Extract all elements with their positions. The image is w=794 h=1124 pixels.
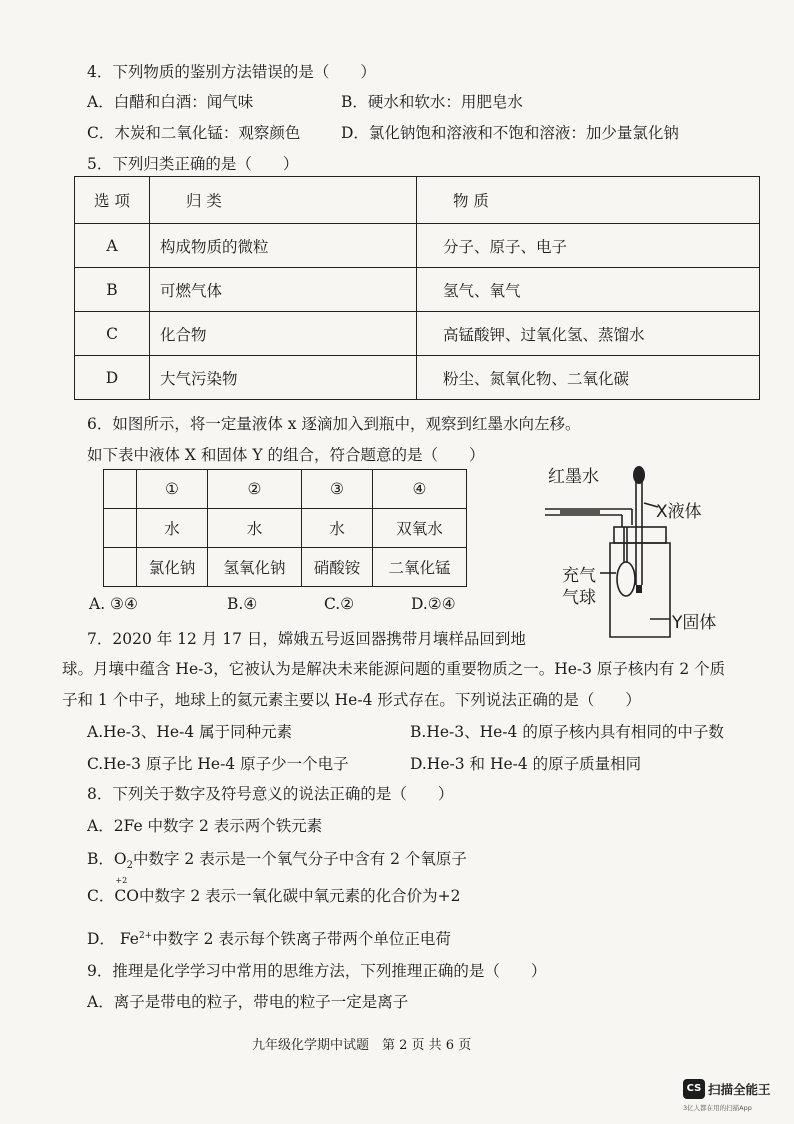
q7-option-b: B.He-3、He-4 的原子核内具有相同的中子数 bbox=[410, 723, 724, 741]
q7-line-3: 子和 1 个中子，地球上的氦元素主要以 He-4 形式存在。下列说法正确的是（ ） bbox=[62, 691, 641, 709]
label-balloon-1: 充气 bbox=[562, 566, 596, 586]
q7-option-c: C.He-3 原子比 He-4 原子少一个电子 bbox=[87, 755, 349, 773]
q6-line-2: 如下表中液体 X 和固体 Y 的组合，符合题意的是（ ） bbox=[87, 446, 485, 464]
q7-option-d: D.He-3 和 He-4 的原子质量相同 bbox=[410, 755, 642, 773]
q8-option-c-text: 中数字 2 表示一氧化碳中氧元素的化合价为+2 bbox=[138, 887, 461, 905]
q9-stem: 9．推理是化学学习中常用的思维方法，下列推理正确的是（ ） bbox=[87, 962, 547, 980]
table-cell: 水 bbox=[207, 509, 301, 548]
watermark-subtext: 3亿人都在用的扫描App bbox=[683, 1104, 752, 1112]
q6-option-d: D.②④ bbox=[411, 595, 456, 613]
q8-option-c-formula: CO bbox=[114, 887, 139, 905]
q8-option-c bbox=[87, 876, 461, 906]
q6-table bbox=[103, 469, 467, 587]
q8-option-d-text: 中数字 2 表示每个铁离子带两个单位正电荷 bbox=[152, 930, 451, 948]
camscanner-logo-icon: CS bbox=[683, 1079, 705, 1099]
q4-option-b: B．硬水和软水：用肥皂水 bbox=[341, 93, 523, 111]
dropper-tip bbox=[636, 585, 642, 593]
table-cell: 粉尘、氮氧化物、二氧化碳 bbox=[417, 356, 760, 400]
q4-option-c: C．木炭和二氧化锰：观察颜色 bbox=[87, 124, 301, 142]
table-header-cell: ④ bbox=[372, 470, 466, 509]
q9-option-a: A．离子是带电的粒子，带电的粒子一定是离子 bbox=[87, 993, 409, 1011]
table-header-row bbox=[75, 177, 760, 224]
table-cell: 高锰酸钾、过氧化氢、蒸馏水 bbox=[417, 312, 760, 356]
q4-option-a: A．白醋和白酒：闻气味 bbox=[87, 93, 254, 111]
balloon bbox=[617, 562, 635, 596]
table-cell: 氢氧化钠 bbox=[207, 548, 301, 587]
bottle-stopper bbox=[614, 527, 666, 543]
table-corner-cell bbox=[104, 470, 137, 509]
q7-line-2: 球。月壤中蕴含 He-3，它被认为是解决未来能源问题的重要物质之一。He-3 原子核内有 2 个质 bbox=[62, 660, 726, 678]
q8-option-d-superscript: 2+ bbox=[138, 930, 153, 941]
label-red-ink: 红墨水 bbox=[548, 467, 599, 487]
table-row bbox=[75, 224, 760, 268]
q6-option-c: C.② bbox=[324, 595, 355, 613]
table-row bbox=[75, 356, 760, 400]
q8-option-b-prefix: B．O bbox=[87, 850, 127, 868]
table-header-cell: ① bbox=[137, 470, 208, 509]
q5-table bbox=[74, 176, 760, 400]
table-cell: 构成物质的微粒 bbox=[150, 224, 417, 268]
q8-stem: 8．下列关于数字及符号意义的说法正确的是（ ） bbox=[87, 785, 454, 803]
table-row-label-cell bbox=[104, 548, 137, 587]
table-cell: 水 bbox=[137, 509, 208, 548]
table-header-cell: 归 类 bbox=[150, 177, 417, 224]
q8-option-d bbox=[87, 927, 451, 949]
q6-line-1: 6．如图所示，将一定量液体 x 逐滴加入到瓶中，观察到红墨水向左移。 bbox=[87, 415, 581, 433]
table-cell: A bbox=[75, 224, 150, 268]
table-cell: 氢气、氧气 bbox=[417, 268, 760, 312]
q8-option-d-prefix: D． Fe bbox=[87, 930, 139, 948]
q5-stem: 5．下列归类正确的是（ ） bbox=[87, 155, 299, 173]
watermark-brand: 扫描全能王 bbox=[708, 1082, 771, 1097]
table-row bbox=[75, 312, 760, 356]
q8-option-b-subscript: 2 bbox=[126, 860, 133, 872]
label-balloon-2: 气球 bbox=[562, 588, 596, 608]
q8-option-c-charge: +2 bbox=[115, 876, 128, 885]
table-cell: 硝酸铵 bbox=[301, 548, 372, 587]
table-cell: 双氧水 bbox=[372, 509, 466, 548]
q7-option-a: A.He-3、He-4 属于同种元素 bbox=[87, 723, 293, 741]
table-row bbox=[75, 268, 760, 312]
table-header-cell: 物 质 bbox=[417, 177, 760, 224]
table-cell: 可燃气体 bbox=[150, 268, 417, 312]
table-cell: 大气污染物 bbox=[150, 356, 417, 400]
table-row-label-cell bbox=[104, 509, 137, 548]
q6-option-a: A. ③④ bbox=[89, 595, 138, 613]
table-row bbox=[104, 548, 467, 587]
q7-line-1: 7．2020 年 12 月 17 日，嫦娥五号返回器携带月壤样品回到地 bbox=[87, 630, 526, 648]
table-cell: D bbox=[75, 356, 150, 400]
table-cell: 化合物 bbox=[150, 312, 417, 356]
table-row bbox=[104, 509, 467, 548]
table-header-row bbox=[104, 470, 467, 509]
table-cell: B bbox=[75, 268, 150, 312]
q8-option-a: A．2Fe 中数字 2 表示两个铁元素 bbox=[87, 817, 323, 835]
q4-option-d: D．氯化钠饱和溶液和不饱和溶液：加少量氯化钠 bbox=[341, 124, 679, 142]
dropper-bulb bbox=[633, 466, 645, 484]
table-header-cell: ③ bbox=[301, 470, 372, 509]
q6-option-b: B.④ bbox=[227, 595, 258, 613]
table-header-cell: 选 项 bbox=[75, 177, 150, 224]
q8-option-c-formula-wrap bbox=[114, 876, 139, 905]
q8-option-b bbox=[87, 847, 467, 871]
table-header-cell: ② bbox=[207, 470, 301, 509]
page-footer: 九年级化学期中试题 第 2 页 共 6 页 bbox=[252, 1038, 472, 1053]
table-cell: 分子、原子、电子 bbox=[417, 224, 760, 268]
label-y-solid: Y固体 bbox=[672, 613, 717, 633]
label-x-liquid: X液体 bbox=[656, 502, 702, 522]
q8-option-b-text: 中数字 2 表示是一个氧气分子中含有 2 个氧原子 bbox=[132, 850, 467, 868]
q8-option-c-prefix: C． bbox=[87, 887, 115, 905]
q4-stem: 4．下列物质的鉴别方法错误的是（ ） bbox=[87, 63, 376, 81]
red-ink-column bbox=[560, 509, 600, 515]
table-cell: C bbox=[75, 312, 150, 356]
table-cell: 氯化钠 bbox=[137, 548, 208, 587]
table-cell: 二氧化锰 bbox=[372, 548, 466, 587]
table-cell: 水 bbox=[301, 509, 372, 548]
